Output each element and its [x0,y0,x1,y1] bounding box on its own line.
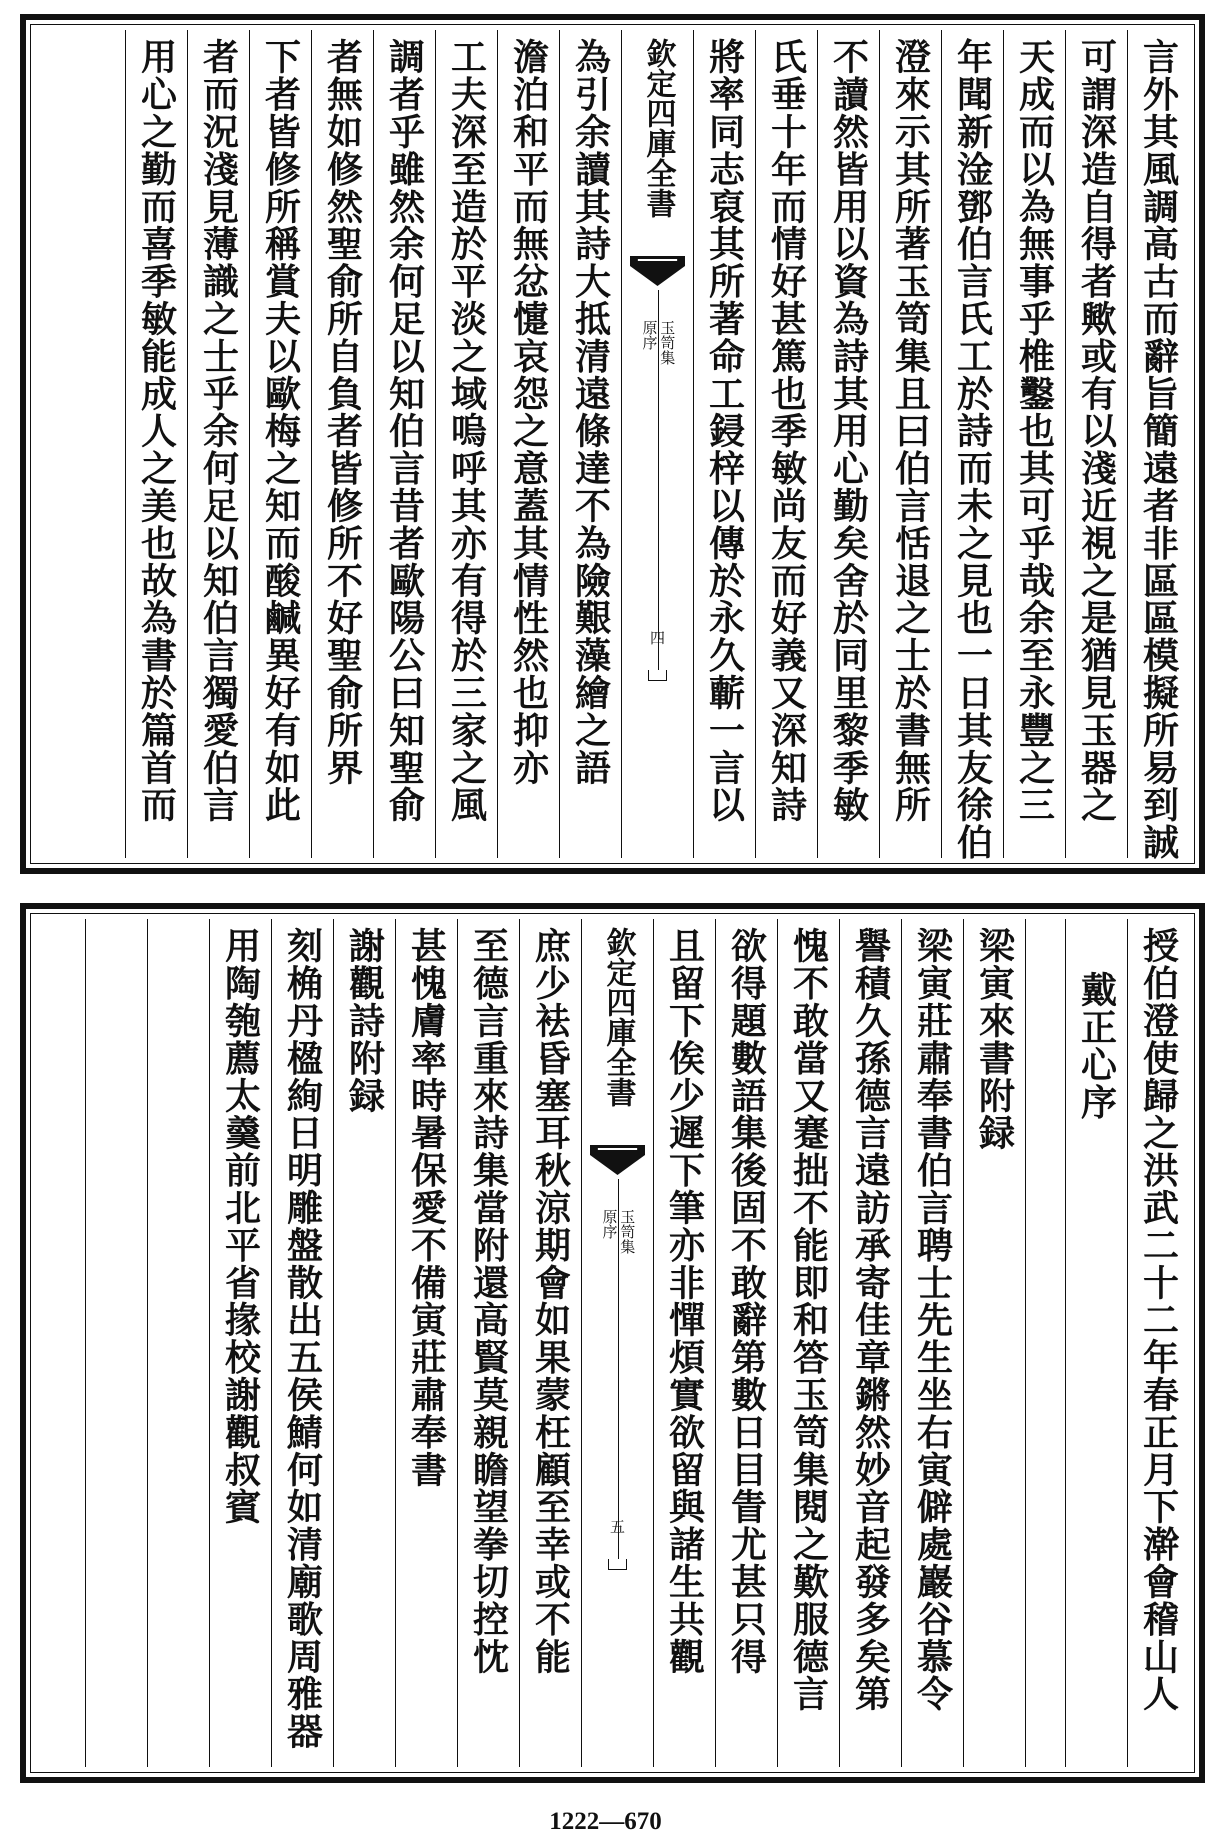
column-text: 用陶匏薦太羹前北平省掾校謝觀叔賓 [219,927,262,1526]
text-column [1065,30,1127,858]
top-text-columns [36,30,1189,861]
gutter-section: 原序 [600,1209,619,1239]
column-text: 不讀然皆用以資為詩其用心勤矣舍於同里黎季敏 [827,38,870,824]
text-column [1065,919,1127,1767]
column-text: 欲得題數語集後固不敢辭第數日目眚尤甚只得 [725,927,768,1675]
page-gutter [581,919,653,1767]
column-text: 且留下俟少遲下筆亦非憚煩實欲留與諸生共觀 [663,927,706,1675]
gutter-page-number: 四 [648,630,666,645]
column-text: 天成而以為無事乎椎鑿也其可乎哉余至永豐之三 [1013,38,1056,824]
page-gutter [621,30,693,858]
fish-tail-ornament-icon [590,1145,645,1175]
text-column [209,919,271,1767]
column-text: 澹泊和平而無忿懥哀怨之意蓋其情性然也抑亦 [507,38,550,786]
gutter-section: 原序 [640,320,659,350]
column-text: 梁寅來書附録 [973,927,1016,1152]
text-column [311,30,373,858]
gutter-book-label [601,1209,635,1254]
column-text: 者而況淺見薄識之士乎余何足以知伯言獨愛伯言 [197,38,240,824]
text-column [1127,919,1189,1767]
gutter-page-number: 五 [608,1519,626,1534]
gutter-bottom-bracket [648,670,667,681]
text-column [249,30,311,858]
bottom-text-columns [36,919,1189,1767]
text-column [653,919,715,1767]
column-text: 工夫深至造於平淡之域嗚呼其亦有得於三家之風 [445,38,488,824]
text-column [839,919,901,1767]
text-column [435,30,497,858]
fish-tail-ornament-icon [630,256,685,286]
text-column [125,30,187,858]
column-text: 年聞新淦鄧伯言氏工於詩而未之見也一日其友徐伯 [951,38,994,861]
column-text: 刻桷丹楹絢日明雕盤散出五侯鯖何如清廟歌周雅器 [281,927,324,1750]
top-page-panel [20,14,1205,874]
column-text: 愧不敢當又蹇拙不能即和答玉笥集閱之歎服德言 [787,927,830,1713]
text-column [901,919,963,1767]
blank-column [147,919,209,1767]
column-text: 戴正心序 [1075,971,1118,1121]
text-column [755,30,817,858]
column-text: 庶少袪昏塞耳秋涼期會如果蒙枉顧至幸或不能 [529,927,572,1675]
text-column [879,30,941,858]
column-text: 言外其風調高古而辭旨簡遠者非區區模擬所易到誠 [1137,38,1180,861]
text-column [817,30,879,858]
text-column [941,30,1003,861]
text-column [187,30,249,858]
text-column [519,919,581,1767]
text-column [777,919,839,1767]
text-column [497,30,559,858]
blank-column [1025,919,1065,1767]
column-text: 甚愧膚率時暑保愛不備寅莊肅奉書 [405,927,448,1488]
column-text: 授伯澄使歸之洪武二十二年春正月下澣會稽山人 [1137,927,1180,1713]
text-column [271,919,333,1767]
text-column [457,919,519,1767]
gutter-book: 玉笥集 [658,320,677,365]
text-column [693,30,755,858]
text-column [333,919,395,1767]
column-text: 用心之勤而喜季敏能成人之美也故為書於篇首而 [135,38,178,824]
text-column [1127,30,1189,861]
column-text: 下者皆修所稱賞夫以歐梅之知而酸鹹異好有如此 [259,38,302,824]
column-text: 為引余讀其詩大抵清遠條達不為險艱藻繪之語 [569,38,612,786]
gutter-book: 玉笥集 [618,1209,637,1254]
bottom-page-panel [20,903,1205,1783]
gutter-title: 欽定四庫全書 [600,927,636,1107]
gutter-title: 欽定四庫全書 [640,38,676,218]
text-column [373,30,435,858]
column-text: 氏垂十年而情好甚篤也季敏尚友而好義又深知詩 [765,38,808,824]
column-text: 至德言重來詩集當附還高賢莫親瞻望拳切控忱 [467,927,510,1675]
column-text: 調者乎雖然余何足以知伯言昔者歐陽公曰知聖俞 [383,38,426,824]
column-text: 譽積久孫德言遠訪承寄佳章鏘然妙音起發多矣第 [849,927,892,1713]
column-text: 澄來示其所著玉笥集且曰伯言恬退之士於書無所 [889,38,932,824]
column-text: 謝觀詩附録 [343,927,386,1114]
text-column [395,919,457,1767]
column-text: 者無如修然聖俞所自負者皆修所不好聖俞所界 [321,38,364,786]
gutter-bottom-bracket [608,1559,627,1570]
gutter-book-label [641,320,675,365]
page-reference-number: 1222—670 [549,1808,662,1835]
column-text: 梁寅莊肅奉書伯言聘士先生坐右寅僻處巖谷慕令 [911,927,954,1713]
blank-column [85,919,147,1767]
text-column [559,30,621,858]
column-text: 將率同志裒其所著命工鋟梓以傳於永久蘄一言以 [703,38,746,824]
column-text: 可謂深造自得者歟或有以淺近視之是猶見玉器之 [1075,38,1118,824]
text-column [715,919,777,1767]
text-column [963,919,1025,1767]
text-column [1003,30,1065,858]
